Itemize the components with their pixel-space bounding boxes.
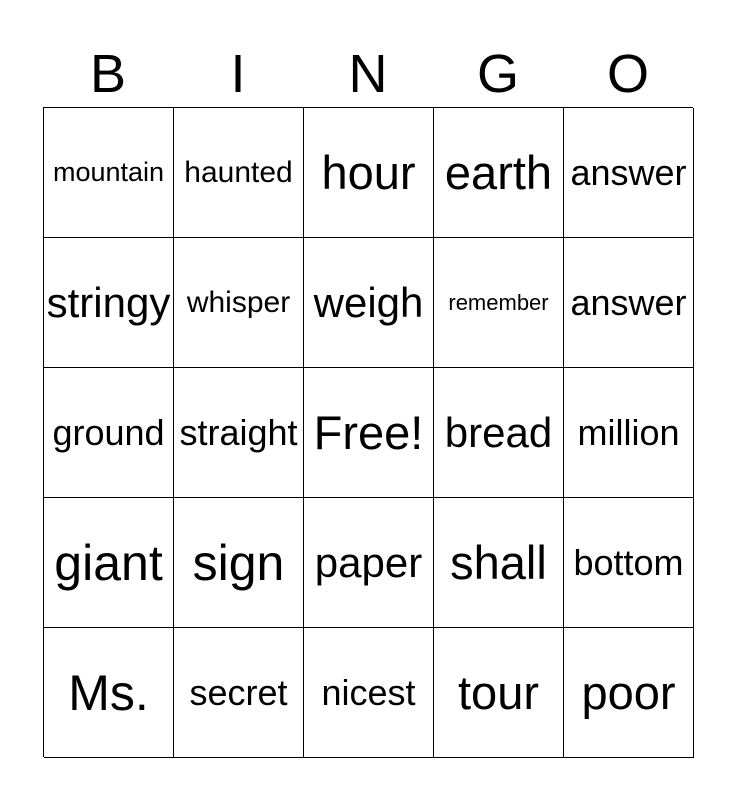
bingo-cell[interactable]: answer [564, 108, 694, 238]
bingo-cell[interactable]: weigh [304, 238, 434, 368]
bingo-cell[interactable]: whisper [174, 238, 304, 368]
bingo-cell[interactable]: poor [564, 628, 694, 758]
header-letter-n: N [348, 44, 388, 104]
bingo-cell[interactable]: hour [304, 108, 434, 238]
bingo-cell[interactable]: nicest [304, 628, 434, 758]
bingo-cell[interactable]: haunted [174, 108, 304, 238]
bingo-cell[interactable]: paper [304, 498, 434, 628]
bingo-cell[interactable]: remember [434, 238, 564, 368]
bingo-cell[interactable]: shall [434, 498, 564, 628]
bingo-cell[interactable]: mountain [44, 108, 174, 238]
bingo-cell[interactable]: answer [564, 238, 694, 368]
bingo-grid [43, 107, 693, 757]
bingo-cell[interactable]: earth [434, 108, 564, 238]
bingo-cell[interactable]: stringy [44, 238, 174, 368]
bingo-cell[interactable]: bottom [564, 498, 694, 628]
bingo-cell[interactable]: straight [174, 368, 304, 498]
header-letter-o: O [606, 44, 649, 104]
bingo-cell[interactable]: tour [434, 628, 564, 758]
bingo-cell[interactable]: giant [44, 498, 174, 628]
bingo-header [43, 40, 693, 108]
header-letter-g: G [476, 44, 519, 104]
bingo-cell[interactable]: secret [174, 628, 304, 758]
bingo-cell[interactable]: sign [174, 498, 304, 628]
bingo-cell[interactable]: ground [44, 368, 174, 498]
bingo-cell[interactable]: Ms. [44, 628, 174, 758]
bingo-cell[interactable]: million [564, 368, 694, 498]
bingo-cell[interactable]: bread [434, 368, 564, 498]
free-space-cell[interactable]: Free! [304, 368, 434, 498]
header-letter-i: I [230, 44, 246, 104]
header-letter-b: B [89, 44, 127, 104]
